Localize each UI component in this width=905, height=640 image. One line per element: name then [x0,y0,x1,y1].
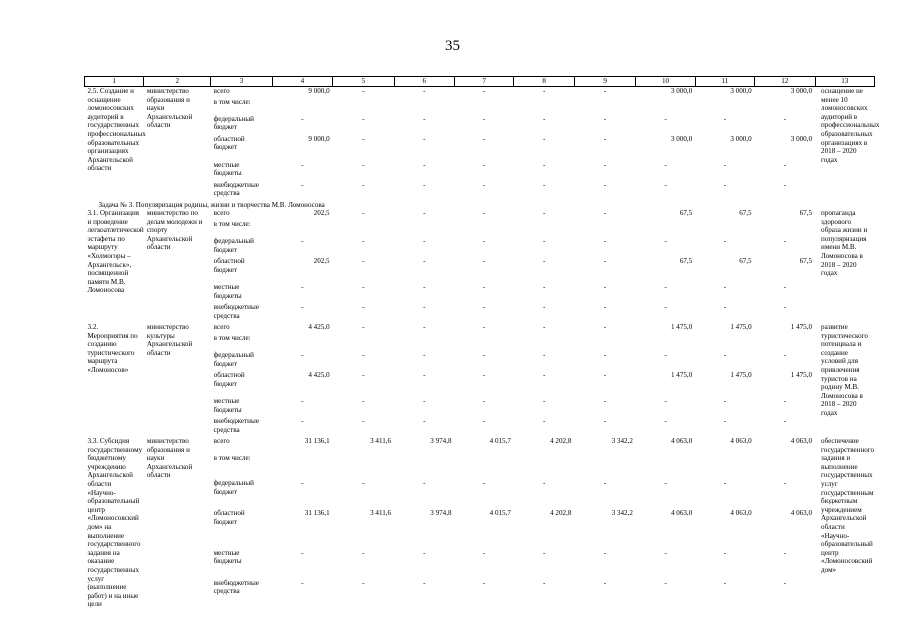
amount-cell: 202,5 [313,209,330,218]
amount-cell: - [423,87,426,95]
program-table [84,76,880,609]
executor: министерство культуры Архангельской области [146,323,193,357]
amount-cell: - [423,257,426,266]
amount-cell: 67,5 [679,257,693,266]
empty-cell [272,98,332,115]
amount-cell: - [603,87,607,95]
amount-cell: - [542,397,546,406]
executor: министерство образования и науки Архангельской области [146,87,193,130]
amount-cell: 4 063,0 [790,509,813,518]
amount-cell: - [483,371,486,380]
empty-cell [695,454,754,480]
empty-cell [514,334,574,351]
empty-cell [636,334,695,351]
amount-cell: 4 063,0 [730,437,752,446]
empty-cell [574,454,636,480]
amount-cell: - [362,303,365,312]
activity-title: 3.3. Субсидия государственному бюджетному учреждению Архангельской области «Научно-образовательный центр «Ломоносовский дом» на выполнение государственного задания на оказание государственных услуг (выполнение работ) и на иные цели [87,437,143,609]
amount-cell: - [783,303,787,312]
amount-cell: - [362,134,365,143]
amount-cell: - [362,180,365,189]
empty-cell [394,220,454,237]
amount-cell: - [542,237,546,246]
amount-cell: - [542,209,546,218]
amount-cell: - [603,283,607,292]
column-number: 8 [514,77,574,87]
amount-cell: 4 015,7 [489,509,511,518]
amount-cell: - [362,371,365,380]
amount-cell: - [362,417,365,426]
empty-cell [333,98,395,115]
amount-cell: - [664,351,667,360]
amount-cell: 31 136,1 [304,509,330,518]
executor: министерство по делам молодежи и спорту Архангельской области [146,209,203,252]
amount-cell: 1 475,0 [670,323,693,332]
amount-cell: 3 000,0 [670,134,693,143]
column-number: 9 [574,77,636,87]
funding-source-label: в том числе: [213,97,251,106]
empty-cell [394,98,454,115]
amount-cell: - [783,479,787,488]
amount-cell: - [483,180,486,189]
amount-cell: 4 063,0 [670,509,693,518]
amount-cell: - [362,323,365,332]
empty-cell [695,334,754,351]
empty-cell [455,334,514,351]
amount-cell: - [783,114,787,123]
amount-cell: - [423,237,426,246]
amount-cell: - [483,303,486,312]
amount-cell: - [723,397,727,406]
funding-source-label: внебюджетные средства [213,303,259,320]
amount-cell: - [483,479,486,488]
amount-cell: - [783,578,787,587]
amount-cell: - [483,417,486,426]
amount-cell: - [362,351,365,360]
empty-cell [695,220,754,237]
amount-cell: - [483,351,486,360]
amount-cell: - [301,114,304,123]
amount-cell: - [723,180,727,189]
amount-cell: - [483,283,486,292]
empty-cell [755,220,815,237]
amount-cell: - [542,134,546,143]
funding-source-label: в том числе: [213,334,251,343]
amount-cell: - [603,303,607,312]
empty-cell [272,220,332,237]
column-number: 5 [333,77,395,87]
funding-source-label: всего [213,437,230,446]
amount-cell: - [664,548,667,557]
amount-cell: 202,5 [313,257,330,266]
column-number: 7 [455,77,514,87]
amount-cell: - [301,237,304,246]
amount-cell: - [783,351,787,360]
amount-cell: - [301,397,304,406]
empty-cell [574,220,636,237]
amount-cell: 1 475,0 [790,323,813,332]
amount-cell: - [542,303,546,312]
amount-cell: - [783,237,787,246]
empty-cell [514,220,574,237]
amount-cell: - [723,283,727,292]
funding-source-label: местные бюджеты [213,160,242,178]
column-number: 10 [636,77,695,87]
funding-source-label: областной бюджет [213,371,245,388]
amount-cell: - [542,323,546,332]
amount-cell: - [483,323,486,332]
amount-cell: - [664,114,667,123]
amount-cell: - [664,479,667,488]
amount-cell: 31 136,1 [304,437,330,446]
amount-cell: 67,5 [799,209,813,218]
amount-cell: - [423,417,426,426]
amount-cell: - [723,237,727,246]
amount-cell: 1 475,0 [670,371,693,380]
amount-cell: - [483,257,486,266]
funding-source-label: внебюджетные средства [213,417,259,434]
amount-cell: - [423,180,426,189]
empty-cell [514,454,574,480]
amount-cell: - [362,283,365,292]
amount-cell: - [483,548,486,557]
amount-cell: - [301,578,304,587]
amount-cell: - [362,257,365,266]
activity-title: 3.1. Организация и проведение легкоатлетической эстафеты по маршруту «Холмогоры – Архангельск», посвященной памяти М.В. Ломоносова [87,209,144,295]
empty-cell [394,334,454,351]
amount-cell: - [664,397,667,406]
column-number: 13 [815,77,874,87]
amount-cell: - [723,578,727,587]
amount-cell: 3 411,6 [370,437,392,446]
amount-cell: - [362,237,365,246]
amount-cell: - [423,397,426,406]
amount-cell: - [423,371,426,380]
empty-cell [755,98,815,115]
column-number-row [85,77,875,87]
amount-cell: - [423,209,426,218]
empty-cell [636,98,695,115]
amount-cell: 3 000,0 [730,134,752,143]
empty-cell [272,334,332,351]
empty-cell [272,454,332,480]
amount-cell: - [483,160,486,169]
amount-cell: - [542,180,546,189]
funding-source-label: всего [213,209,230,218]
amount-cell: - [603,371,607,380]
amount-cell: - [483,87,486,95]
amount-cell: 3 411,6 [370,509,392,518]
amount-cell: - [423,578,426,587]
empty-cell [333,334,395,351]
amount-cell: 3 000,0 [730,87,752,95]
amount-cell: - [483,578,486,587]
amount-cell: - [301,548,304,557]
funding-source-label: местные бюджеты [213,397,242,414]
column-number: 12 [755,77,815,87]
empty-cell [574,334,636,351]
amount-cell: 67,5 [739,257,752,266]
amount-cell: - [723,303,727,312]
empty-cell [455,220,514,237]
amount-cell: - [542,371,546,380]
task-heading-row [85,201,875,210]
amount-cell: - [542,548,546,557]
amount-cell: 3 342,2 [611,437,633,446]
expected-result: пропаганда здорового образа жизни и популяризация имени М.В. Ломоносова в 2018 – 2020 годах [821,209,868,278]
amount-cell: - [783,397,787,406]
expected-result: развитие туристического потенциала и создание условий для привлечения туристов на родину М.В. Ломоносова в 2018 – 2020 годах [821,323,868,418]
amount-cell: - [603,209,607,218]
amount-cell: - [423,351,426,360]
empty-cell [695,98,754,115]
column-number: 6 [394,77,454,87]
amount-cell: 3 974,8 [430,509,452,518]
amount-cell: - [362,87,365,95]
amount-cell: 4 063,0 [670,437,693,446]
amount-cell: - [723,417,727,426]
amount-cell: - [362,114,365,123]
amount-cell: - [362,397,365,406]
amount-cell: - [603,237,607,246]
amount-cell: - [603,160,607,169]
funding-source-label: местные бюджеты [213,283,242,300]
funding-source-label: областной бюджет [213,134,245,152]
empty-cell [574,98,636,115]
amount-cell: - [783,160,787,169]
amount-cell: - [723,548,727,557]
column-number: 3 [211,77,273,87]
table-row [85,323,875,334]
amount-cell: - [301,351,304,360]
amount-cell: - [542,114,546,123]
amount-cell: - [362,160,365,169]
amount-cell: - [483,134,486,143]
amount-cell: - [423,283,426,292]
amount-cell: - [603,323,607,332]
column-number: 4 [272,77,332,87]
executor: министерство образования и науки Архангельской области [146,437,193,480]
task-heading: Задача № 3. Популяризация родины, жизни и творчества М.В. Ломоносова [98,200,325,209]
amount-cell: - [362,209,365,218]
amount-cell: 67,5 [799,257,813,266]
activity-title: 3.2. Мероприятия по созданию туристического маршрута «Ломоносов» [87,323,138,375]
amount-cell: - [723,351,727,360]
amount-cell: - [603,578,607,587]
amount-cell: - [542,283,546,292]
amount-cell: - [362,548,365,557]
amount-cell: - [603,134,607,143]
amount-cell: - [423,114,426,123]
funding-source-label: всего [213,323,230,332]
funding-source-label: областной бюджет [213,257,245,274]
amount-cell: 4 063,0 [790,437,813,446]
funding-source-label: федеральный бюджет [213,479,254,496]
amount-cell: - [723,160,727,169]
empty-cell [455,454,514,480]
amount-cell: - [664,417,667,426]
amount-cell: 3 000,0 [790,87,813,95]
amount-cell: 3 342,2 [611,509,633,518]
amount-cell: - [542,257,546,266]
amount-cell: - [603,397,607,406]
amount-cell: 4 015,7 [489,437,511,446]
amount-cell: 3 000,0 [670,87,693,95]
amount-cell: - [664,160,667,169]
amount-cell: - [664,303,667,312]
funding-source-label: всего [213,87,230,95]
amount-cell: 1 475,0 [730,371,752,380]
amount-cell: - [423,134,426,143]
page-number: 35 [445,38,460,54]
empty-cell [755,334,815,351]
empty-cell [755,454,815,480]
amount-cell: - [483,237,486,246]
amount-cell: - [301,479,304,488]
amount-cell: 67,5 [739,209,752,218]
empty-cell [455,98,514,115]
amount-cell: - [603,351,607,360]
expected-result: обеспечение государственного задания и выполнение государственных услуг государственным бюджетным учреждением Архангельской области «Научно-образовательный центр «Ломоносовский дом» [821,437,875,574]
funding-source-label: внебюджетные средства [213,578,259,596]
amount-cell: - [664,180,667,189]
amount-cell: 4 202,8 [550,437,572,446]
funding-source-label: в том числе: [213,220,251,229]
amount-cell: - [664,283,667,292]
amount-cell: - [603,479,607,488]
amount-cell: - [603,548,607,557]
amount-cell: - [723,114,727,123]
empty-cell [333,454,395,480]
amount-cell: - [362,479,365,488]
amount-cell: - [542,160,546,169]
funding-source-label: областной бюджет [213,509,245,527]
amount-cell: 9 000,0 [308,87,330,95]
funding-source-label: федеральный бюджет [213,114,254,132]
column-number: 1 [85,77,144,87]
amount-cell: - [483,397,486,406]
amount-cell: - [603,180,607,189]
amount-cell: 1 475,0 [730,323,752,332]
amount-cell: - [483,114,486,123]
amount-cell: - [423,160,426,169]
expected-result: оснащение не менее 10 ломоносовских аудиторий в профессиональных образовательных организациях в 2018 – 2020 годах [821,87,880,164]
amount-cell: - [723,479,727,488]
column-number: 11 [695,77,754,87]
amount-cell: - [301,283,304,292]
activity-title: 2.5. Создание и оснащение ломоносовских аудиторий в государственных профессиональных образовательных организациях Архангельской области [87,87,146,173]
amount-cell: 67,5 [679,209,693,218]
amount-cell: - [783,283,787,292]
amount-cell: - [423,479,426,488]
amount-cell: 4 202,8 [550,509,572,518]
amount-cell: - [301,160,304,169]
amount-cell: 3 000,0 [790,134,813,143]
amount-cell: 1 475,0 [790,371,813,380]
column-number: 2 [144,77,211,87]
amount-cell: - [542,87,546,95]
funding-source-label: федеральный бюджет [213,237,254,254]
amount-cell: - [664,237,667,246]
amount-cell: - [783,180,787,189]
empty-cell [333,220,395,237]
amount-cell: - [423,548,426,557]
amount-cell: - [301,180,304,189]
amount-cell: - [542,479,546,488]
funding-source-label: в том числе: [213,453,251,462]
amount-cell: 4 425,0 [308,371,330,380]
amount-cell: - [301,303,304,312]
amount-cell: 9 000,0 [308,134,330,143]
funding-source-label: федеральный бюджет [213,351,254,368]
table-row [85,87,875,98]
amount-cell: 3 974,8 [430,437,452,446]
amount-cell: - [542,578,546,587]
empty-cell [636,454,695,480]
amount-cell: - [362,578,365,587]
amount-cell: 4 063,0 [730,509,752,518]
funding-source-label: внебюджетные средства [213,180,259,198]
amount-cell: - [783,548,787,557]
amount-cell: - [664,578,667,587]
amount-cell: 4 425,0 [308,323,330,332]
amount-cell: - [301,417,304,426]
funding-source-label: местные бюджеты [213,548,242,566]
amount-cell: - [423,323,426,332]
table-row [85,437,875,454]
empty-cell [514,98,574,115]
amount-cell: - [542,417,546,426]
amount-cell: - [542,351,546,360]
amount-cell: - [603,417,607,426]
amount-cell: - [783,417,787,426]
amount-cell: - [603,257,607,266]
empty-cell [636,220,695,237]
amount-cell: - [423,303,426,312]
table-row [85,209,875,220]
amount-cell: - [483,209,486,218]
empty-cell [394,454,454,480]
amount-cell: - [603,114,607,123]
